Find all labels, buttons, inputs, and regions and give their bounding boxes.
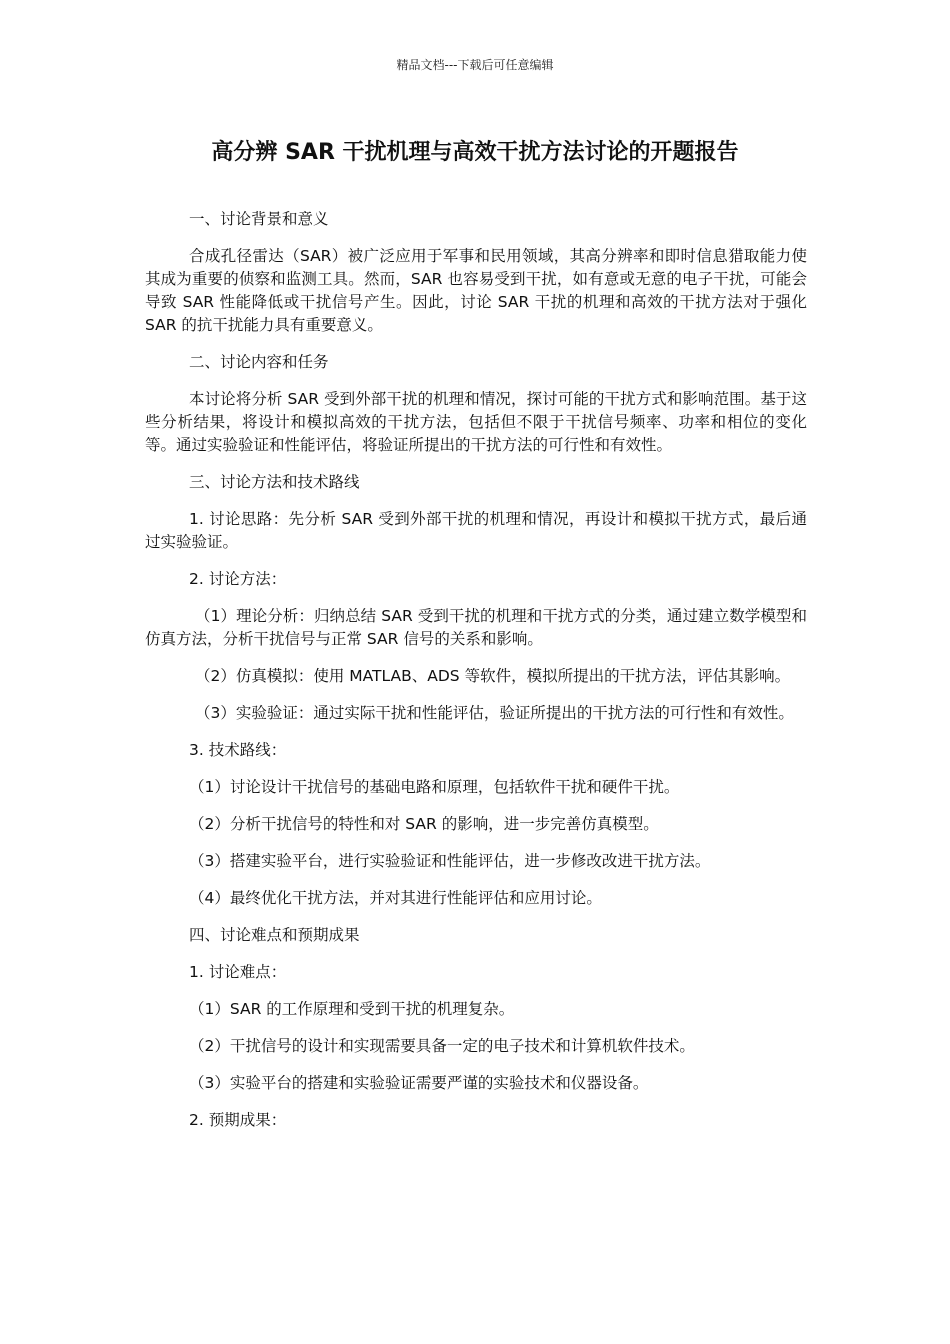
paragraph-route-label: 3. 技术路线： [189, 741, 287, 759]
paragraph-route-step-2: （2）分析干扰信号的特性和对 SAR 的影响，进一步完善仿真模型。 [189, 815, 659, 833]
paragraph-route-step-3: （3）搭建实验平台，进行实验验证和性能评估，进一步修改改进干扰方法。 [189, 852, 711, 870]
paragraph-content: 本讨论将分析 SAR 受到外部干扰的机理和情况，探讨可能的干扰方式和影响范围。基于这些分析结果，将设计和模拟高效的干扰方法，包括但不限于干扰信号频率、功率和相位的变化等。通过实验验证和性能评估，将验证所提出的干扰方法的可行性和有效性。 [145, 390, 807, 454]
section-heading-difficulties: 四、讨论难点和预期成果 [189, 926, 360, 944]
paragraph-difficulty-1: （1）SAR 的工作原理和受到干扰的机理复杂。 [189, 1000, 515, 1018]
document-title: 高分辨 SAR 干扰机理与高效干扰方法讨论的开题报告 [211, 140, 739, 165]
page-header: 精品文档---下载后可任意编辑 [396, 58, 554, 72]
paragraph-method-simulation: （2）仿真模拟：使用 MATLAB、ADS 等软件，模拟所提出的干扰方法，评估其影响。 [195, 667, 791, 685]
section-heading-content: 二、讨论内容和任务 [189, 353, 329, 371]
paragraph-background: 合成孔径雷达（SAR）被广泛应用于军事和民用领域，其高分辨率和即时信息猎取能力使其成为重要的侦察和监测工具。然而，SAR 也容易受到干扰，如有意或无意的电子干扰，可能会导致 SAR 性能降低或干扰信号产生。因此，讨论 SAR 干扰的机理和高效的干扰方法对于强化 SAR 的抗干扰能力具有重要意义。 [145, 247, 807, 334]
section-heading-background: 一、讨论背景和意义 [189, 210, 329, 228]
paragraph-route-step-1: （1）讨论设计干扰信号的基础电路和原理，包括软件干扰和硬件干扰。 [189, 778, 680, 796]
paragraph-outcomes-label: 2. 预期成果： [189, 1111, 287, 1129]
paragraph-difficulties-label: 1. 讨论难点： [189, 963, 287, 981]
paragraph-methods-label: 2. 讨论方法： [189, 570, 287, 588]
paragraph-method-theory: （1）理论分析：归纳总结 SAR 受到干扰的机理和干扰方式的分类，通过建立数学模型和仿真方法，分析干扰信号与正常 SAR 信号的关系和影响。 [145, 607, 807, 648]
paragraph-difficulty-2: （2）干扰信号的设计和实现需要具备一定的电子技术和计算机软件技术。 [189, 1037, 695, 1055]
document-body [145, 208, 807, 1146]
section-heading-methods: 三、讨论方法和技术路线 [189, 473, 360, 491]
paragraph-route-step-4: （4）最终优化干扰方法，并对其进行性能评估和应用讨论。 [189, 889, 602, 907]
paragraph-approach: 1. 讨论思路：先分析 SAR 受到外部干扰的机理和情况，再设计和模拟干扰方式，最后通过实验验证。 [145, 510, 807, 551]
paragraph-method-experiment: （3）实验验证：通过实际干扰和性能评估，验证所提出的干扰方法的可行性和有效性。 [195, 704, 794, 722]
paragraph-difficulty-3: （3）实验平台的搭建和实验验证需要严谨的实验技术和仪器设备。 [189, 1074, 649, 1092]
